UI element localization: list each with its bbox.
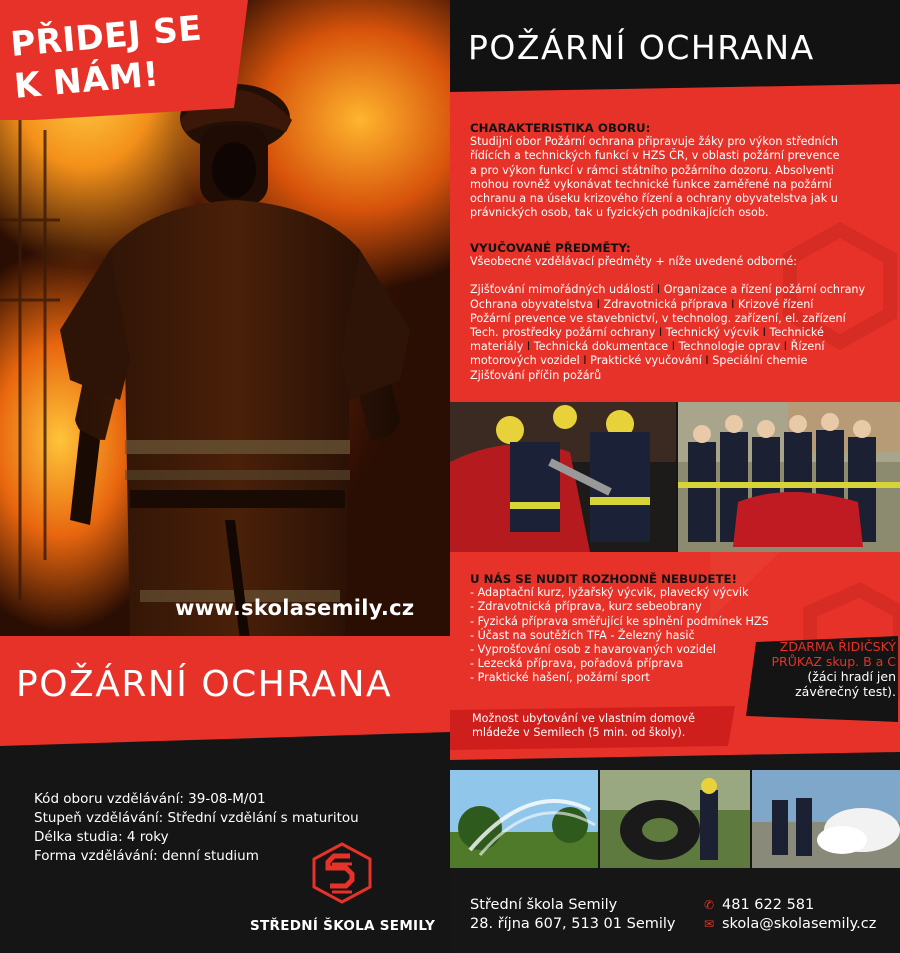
- info-line: Forma vzdělávání: denní studium: [34, 848, 259, 864]
- subject-item: Zjišťování příčin požárů: [470, 368, 602, 382]
- school-logo-icon: [312, 842, 372, 904]
- characteristic-line: mohou rovněž vykonávat technické funkce zaměřené na požární: [470, 177, 832, 191]
- photo-tire-training: [600, 770, 750, 868]
- characteristic-line: Studijní obor Požární ochrana připravuje žáky pro výkon středních: [470, 135, 838, 149]
- photo-row-bottom: [450, 770, 900, 868]
- subject-separator: I: [780, 340, 791, 354]
- subjects-line: [470, 312, 865, 326]
- slogan-text: PŘIDEJ SE K NÁM!: [8, 8, 204, 107]
- subject-item: Krizové řízení: [737, 297, 814, 311]
- subject-item: Zjišťování mimořádných událostí: [470, 283, 654, 297]
- info-line: Kód oboru vzdělávání: 39-08-M/01: [34, 791, 266, 807]
- subject-separator: I: [655, 326, 666, 340]
- photo-rescue-car: [450, 402, 676, 552]
- subject-item: Tech. prostředky požární ochrany: [470, 326, 656, 340]
- contact-address: [470, 896, 676, 934]
- subjects-line: [470, 283, 865, 297]
- photo-extinguisher: [752, 770, 900, 868]
- characteristic-line: ochranu a na úseku krizového řízení a ochrany obyvatelstva jak u: [470, 192, 838, 206]
- hero-photo-fire: [0, 0, 450, 640]
- subject-item: Technologie oprav: [678, 340, 781, 354]
- subjects-section: [470, 241, 865, 383]
- activity-item: - Vyprošťování osob z havarovaných vozidel: [470, 643, 716, 657]
- subject-item: Řízení: [790, 340, 825, 354]
- info-line: Stupeň vzdělávání: Střední vzdělání s maturitou: [34, 810, 359, 826]
- subject-item: Technický výcvik: [665, 326, 760, 340]
- license-note: (žáci hradí jen: [807, 669, 896, 684]
- subjects-intro: Všeobecné vzdělávací předměty + níže uvedené odborné:: [470, 255, 797, 269]
- dorm-line: mládeže v Semilech (5 min. od školy).: [472, 726, 686, 739]
- subject-separator: I: [701, 354, 713, 368]
- subjects-line: [470, 354, 865, 368]
- activity-item: - Zdravotnická příprava, kurz sebeobrany: [470, 600, 702, 614]
- contact-school: Střední škola Semily: [470, 897, 618, 913]
- activities-section: [470, 572, 769, 686]
- dorm-line: Možnost ubytování ve vlastním domově: [472, 712, 696, 725]
- subjects-line: [470, 326, 865, 340]
- activity-item: - Účast na soutěžích TFA - Železný hasič: [470, 628, 695, 642]
- subject-item: Požární prevence ve stavebnictví, v technolog. zařízení, el. zařízení: [470, 311, 846, 325]
- photo-group-students: [678, 402, 900, 552]
- subject-separator: I: [727, 297, 738, 311]
- activity-item: - Lezecká příprava, pořadová příprava: [470, 657, 684, 671]
- subject-item: materiály: [470, 340, 524, 354]
- right-title: POŽÁRNÍ OCHRANA: [468, 28, 815, 67]
- license-note: závěrečný test).: [795, 684, 896, 699]
- characteristic-line: a pro výkon funkcí v rámci státního požárního dozoru. Absolventi: [470, 163, 834, 177]
- characteristic-line: řídících a technických funkcí v HZS ČR, v oblasti požární prevence: [470, 149, 840, 163]
- contact-details: [704, 896, 876, 934]
- subject-item: Speciální chemie: [712, 354, 808, 368]
- dorm-text: [472, 712, 732, 740]
- subject-item: Organizace a řízení požární ochrany: [663, 283, 866, 297]
- activity-item: - Praktické hašení, požární sport: [470, 671, 650, 685]
- phone-icon: ✆: [704, 898, 715, 912]
- info-line: Délka studia: 4 roky: [34, 829, 169, 845]
- subject-separator: I: [759, 326, 770, 340]
- subjects-line: [470, 369, 865, 383]
- activity-item: - Fyzická příprava směřující ke splnění podmínek HZS: [470, 614, 769, 628]
- activity-item: - Adaptační kurz, lyžařský výcvik, plavecký výcvik: [470, 586, 749, 600]
- subjects-list: [470, 283, 865, 382]
- subject-separator: I: [523, 340, 534, 354]
- characteristic-heading: CHARAKTERISTIKA OBORU:: [470, 121, 651, 135]
- website-link[interactable]: www.skolasemily.cz: [175, 596, 415, 620]
- photo-row-top: [450, 402, 900, 552]
- characteristic-section: [470, 121, 840, 220]
- school-name: STŘEDNÍ ŠKOLA SEMILY: [250, 918, 436, 934]
- left-title: POŽÁRNÍ OCHRANA: [16, 664, 393, 705]
- subjects-line: [470, 298, 865, 312]
- activities-heading: U NÁS SE NUDIT ROZHODNĚ NEBUDETE!: [470, 572, 737, 586]
- subject-item: motorových vozidel: [470, 354, 580, 368]
- subjects-heading: VYUČOVANÉ PŘEDMĚTY:: [470, 241, 631, 255]
- subject-separator: I: [653, 283, 664, 297]
- study-info: [34, 790, 359, 866]
- contact-address-line: 28. října 607, 513 01 Semily: [470, 916, 676, 932]
- right-panel: [450, 0, 900, 953]
- photo-water-spray: [450, 770, 598, 868]
- subject-separator: I: [579, 354, 591, 368]
- subject-separator: I: [593, 297, 604, 311]
- subjects-line: [470, 340, 865, 354]
- envelope-icon: ✉: [704, 917, 715, 931]
- subject-item: Technická dokumentace: [533, 340, 669, 354]
- contact-email[interactable]: skola@skolasemily.cz: [722, 916, 877, 932]
- characteristic-line: právnických osob, tak u fyzických podnikajících osob.: [470, 206, 769, 220]
- contact-phone[interactable]: 481 622 581: [722, 897, 815, 913]
- license-line: ZDARMA ŘIDIČSKÝ: [779, 639, 896, 654]
- subject-item: Praktické vyučování: [590, 354, 702, 368]
- subject-item: Zdravotnická příprava: [603, 297, 728, 311]
- subject-item: Ochrana obyvatelstva: [470, 297, 594, 311]
- license-line: PRŮKAZ skup. B a C: [771, 654, 896, 669]
- license-text: [756, 639, 896, 699]
- subject-separator: I: [668, 340, 679, 354]
- subject-item: Technické: [769, 326, 824, 340]
